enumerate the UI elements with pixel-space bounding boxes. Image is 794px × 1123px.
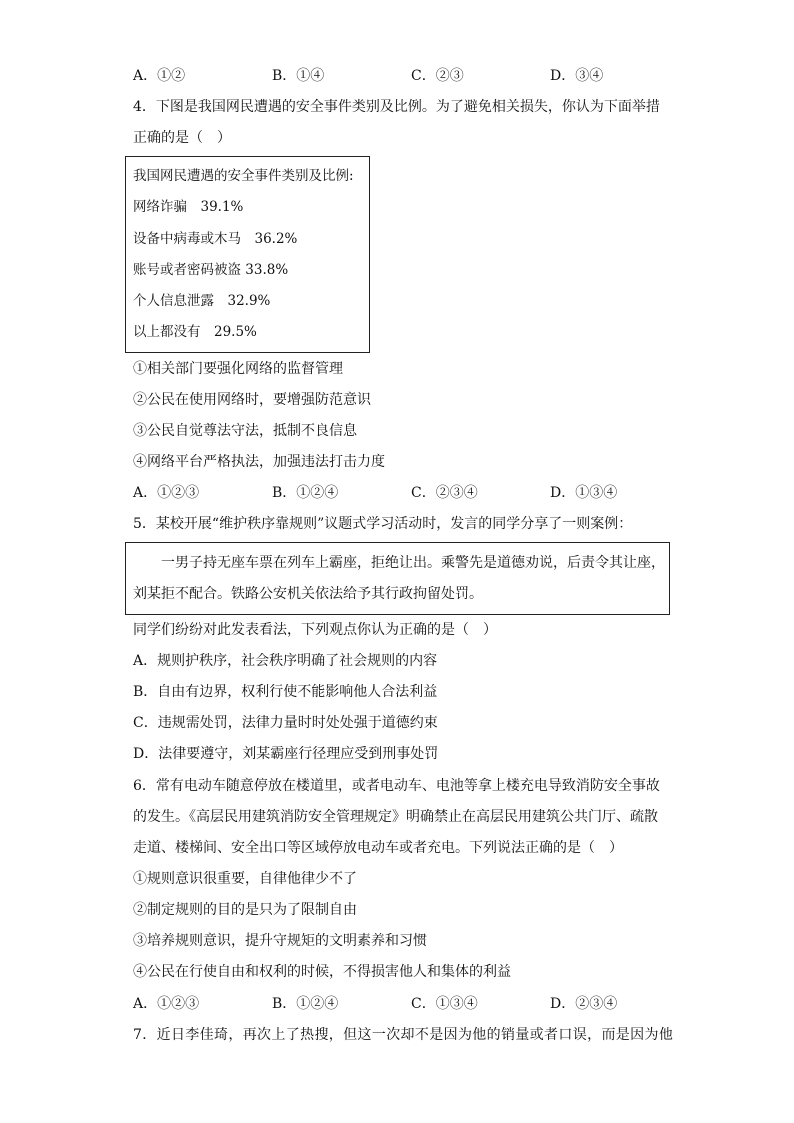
- q4-statement-1: ①相关部门要强化网络的监督管理: [133, 361, 343, 377]
- q4-options: [133, 483, 653, 503]
- q6-statement-1: ①规则意识很重要，自律他律少不了: [133, 871, 357, 887]
- q4-box-row: 账号或者密码被盗 33.8%: [133, 262, 289, 278]
- q5-case-line1: 一男子持无座车票在列车上霸座，拒绝让出。乘警先是道德劝说，后责令其让座，: [161, 555, 665, 571]
- q4-box-row: 设备中病毒或木马 36.2%: [133, 231, 298, 247]
- q5-option-c[interactable]: C．违规需处罚，法律力量时时处处强于道德约束: [133, 715, 438, 731]
- q5-option-a[interactable]: A．规则护秩序，社会秩序明确了社会规则的内容: [133, 653, 438, 669]
- q4-statement-2: ②公民在使用网络时，要增强防范意识: [133, 392, 371, 408]
- q5-stem: 5．某校开展“维护秩序靠规则”议题式学习活动时，发言的同学分享了一则案例：: [133, 516, 633, 532]
- q6-options: [133, 994, 653, 1014]
- q5-case-box: [125, 542, 670, 615]
- q4-statement-4: ④网络平台严格执法，加强违法打击力度: [133, 454, 385, 470]
- q4-option-c[interactable]: C．②③④: [411, 485, 478, 501]
- q4-option-a[interactable]: A．①②③: [133, 485, 200, 501]
- q4-data-box: [125, 156, 370, 353]
- q3-option-a[interactable]: A．①②: [133, 68, 186, 84]
- q5-case-line2: 刘某拒不配合。铁路公安机关依法给予其行政拘留处罚。: [133, 586, 483, 602]
- q6-statement-3: ③培养规则意识，提升守规矩的文明素养和习惯: [133, 933, 427, 949]
- q4-option-b[interactable]: B．①②④: [272, 485, 339, 501]
- q6-stem-line1: 6．常有电动车随意停放在楼道里，或者电动车、电池等拿上楼充电导致消防安全事故: [133, 778, 660, 794]
- q7-stem-line1: 7．近日李佳琦，再次上了热搜，但这一次却不是因为他的销量或者口误，而是因为他: [133, 1027, 674, 1043]
- q6-option-b[interactable]: B．①②④: [272, 996, 339, 1012]
- q5-prompt: 同学们纷纷对此发表看法，下列观点你认为正确的是（ ）: [133, 622, 497, 638]
- q6-statement-2: ②制定规则的目的是只为了限制自由: [133, 902, 357, 918]
- q4-statement-3: ③公民自觉尊法守法，抵制不良信息: [133, 423, 357, 439]
- q6-stem-line2: 的发生。《高层民用建筑消防安全管理规定》明确禁止在高层民用建筑公共门厅、疏散: [133, 809, 658, 825]
- q4-option-d[interactable]: D．①③④: [550, 485, 618, 501]
- q6-option-d[interactable]: D．②③④: [550, 996, 618, 1012]
- q5-option-d[interactable]: D．法律要遵守，刘某霸座行径理应受到刑事处罚: [133, 746, 439, 762]
- q3-options: [133, 66, 653, 86]
- q4-stem-line2: 正确的是（ ）: [133, 130, 231, 146]
- q3-option-d[interactable]: D．③④: [550, 68, 604, 84]
- q3-option-b[interactable]: B．①④: [272, 68, 325, 84]
- q6-stem-line3: 走道、楼梯间、安全出口等区域停放电动车或者充电。下列说法正确的是（ ）: [133, 840, 623, 856]
- q6-option-a[interactable]: A．①②③: [133, 996, 200, 1012]
- q4-box-row: 个人信息泄露 32.9%: [133, 293, 271, 309]
- q6-statement-4: ④公民在行使自由和权利的时候，不得损害他人和集体的利益: [133, 964, 511, 980]
- q4-box-title: 我国网民遭遇的安全事件类别及比例:: [133, 168, 354, 184]
- q6-option-c[interactable]: C．①③④: [411, 996, 478, 1012]
- q4-stem-line1: 4．下图是我国网民遭遇的安全事件类别及比例。为了避免相关损失，你认为下面举措: [133, 99, 660, 115]
- q4-box-row: 以上都没有 29.5%: [133, 324, 257, 340]
- q3-option-c[interactable]: C．②③: [411, 68, 464, 84]
- q5-option-b[interactable]: B．自由有边界，权利行使不能影响他人合法利益: [133, 684, 438, 700]
- q4-box-row: 网络诈骗 39.1%: [133, 199, 244, 215]
